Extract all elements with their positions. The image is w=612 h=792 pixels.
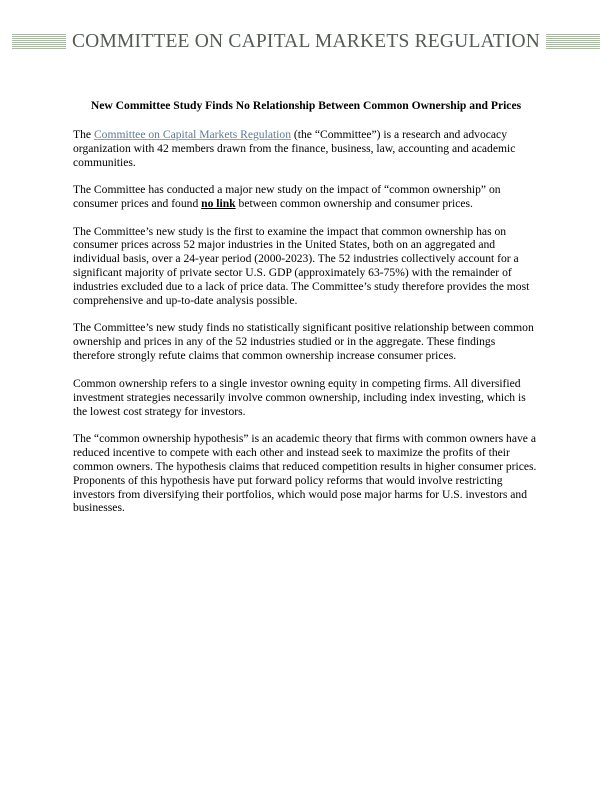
no-link-emphasis: no link [201,197,236,211]
paragraph-intro-before: The [73,128,94,141]
organization-name: COMMITTEE ON CAPITAL MARKETS REGULATION [71,31,541,52]
paragraph-study-after: between common ownership and consumer prices. [235,197,473,211]
committee-link[interactable]: Committee on Capital Markets Regulation [93,128,291,141]
paragraph-findings: The Committee’s new study finds no statistically significant positive relationship between common ownership and prices in any of the 52 industries studied or in the aggregate. These findings therefore strongly refute claims that common ownership increase consumer prices. [73,321,534,363]
paragraph-definition: Common ownership refers to a single investor owning equity in competing firms. All diversified investment strategies necessarily involve common ownership, including index investing, which is the lowest cost strategy for investors. [73,376,526,418]
document-headline: New Committee Study Finds No Relationship Between Common Ownership and Prices [90,99,522,112]
paragraph-hypothesis: The “common ownership hypothesis” is an academic theory that firms with common owners have a reduced incentive to compete with each other and instead seek to maximize the profits of their common owners. The hypothesis claims that reduced competition results in higher consumer prices. Proponents of this hypothesis have put forward policy reforms that would involve restricting investors from diversifying their portfolios, which would pose major harms for U.S. investors and businesses. [73,431,537,515]
document-body [73,99,539,529]
paragraph-intro [73,128,539,170]
paragraph-study-before: The Committee has conducted a major new study on the impact of “common ownership” on consumer prices and found [73,183,501,211]
letterhead-stripes-left [12,34,66,50]
letterhead-stripes-right [546,34,600,50]
paragraph-study-scope: The Committee’s new study is the first to examine the impact that common ownership has on consumer prices across 52 major industries in the United States, both on an aggregated and individual basis, over a 24-year period (2000-2023). The 52 industries collectively account for a significant majority of private sector U.S. GDP (approximately 63-75%) with the remainder of industries excluded due to a lack of price data. The Committee’s study therefore provides the most comprehensive and up-to-date analysis possible. [73,224,530,308]
letterhead [12,31,600,53]
paragraph-intro-after: (the “Committee”) is a research and advocacy organization with 42 members drawn from the finance, business, law, accounting and academic communities. [73,128,516,169]
paragraph-study-summary [73,183,539,211]
